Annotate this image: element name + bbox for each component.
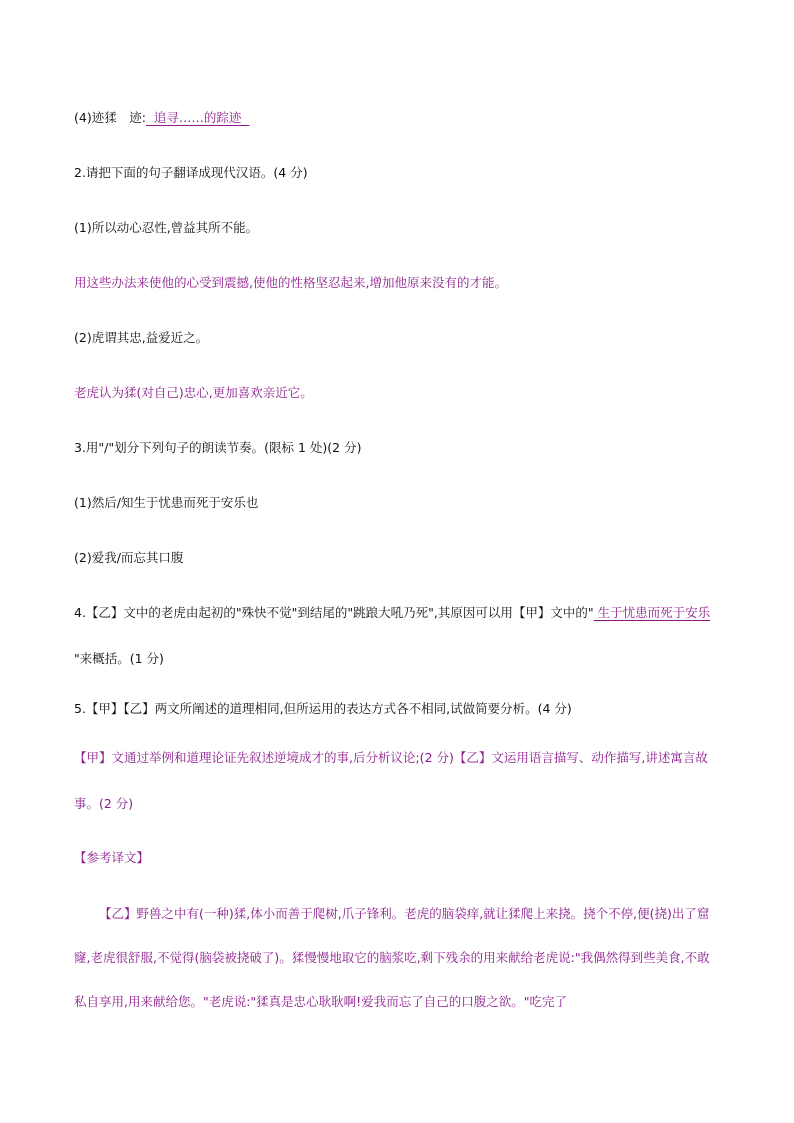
q5-title: 5.【甲】【乙】两文所阐述的道理相同,但所运用的表达方式各不相同,试做简要分析。(4 分) (74, 701, 572, 716)
q4-question (74, 590, 722, 682)
q2-sentence1: (1)所以动心忍性,曾益其所不能。 (74, 220, 259, 235)
q3-sentence2: (2)爱我/而忘其口腹 (74, 550, 184, 565)
q2-answer2: 老虎认为猱(对自己)忠心,更加喜欢亲近它。 (74, 385, 313, 400)
translation-body: 【乙】野兽之中有(一种)猱,体小而善于爬树,爪子锋利。老虎的脑袋痒,就让猱爬上来挠。挠个不停,便(挠)出了窟窿,老虎很舒服,不觉得(脑袋被挠破了)。猱慢慢地取它的脑浆吃,剩下残余的用来献给老虎说:"我偶然得到些美食,不敢私自享用,用来献给您。"老虎说:"猱真是忠心耿耿啊!爱我而忘了自己的口腹之欲。"吃完了 (74, 906, 710, 1009)
q2-sentence2: (2)虎谓其忠,益爱近之。 (74, 330, 209, 345)
q2-answer1: 用这些办法来使他的心受到震撼,使他的性格坚忍起来,增加他原来没有的才能。 (74, 275, 507, 290)
q2-title: 2.请把下面的句子翻译成现代汉语。(4 分) (74, 165, 308, 180)
q3-title: 3.用"/"划分下列句子的朗读节奏。(限标 1 处)(2 分) (74, 440, 362, 455)
q4-text-after: "来概括。(1 分) (74, 651, 164, 666)
q1-item4-prefix: (4)迹猱 迹: (74, 110, 146, 125)
q4-answer: 生于忧患而死于安乐 (593, 605, 711, 620)
q3-sentence1: (1)然后/知生于忧患而死于安乐也 (74, 495, 259, 510)
q4-text-before: 4.【乙】文中的老虎由起初的"殊快不觉"到结尾的"跳踉大吼乃死",其原因可以用【甲】文中的" (74, 605, 594, 620)
translation-heading: 【参考译文】 (74, 850, 150, 865)
q1-item4 (74, 109, 722, 127)
q1-item4-answer: 追寻……的踪迹 (145, 110, 250, 125)
q5-answer: 【甲】文通过举例和道理论证先叙述逆境成才的事,后分析议论;(2 分)【乙】文运用语言描写、动作描写,讲述寓言故事。(2 分) (74, 750, 708, 811)
